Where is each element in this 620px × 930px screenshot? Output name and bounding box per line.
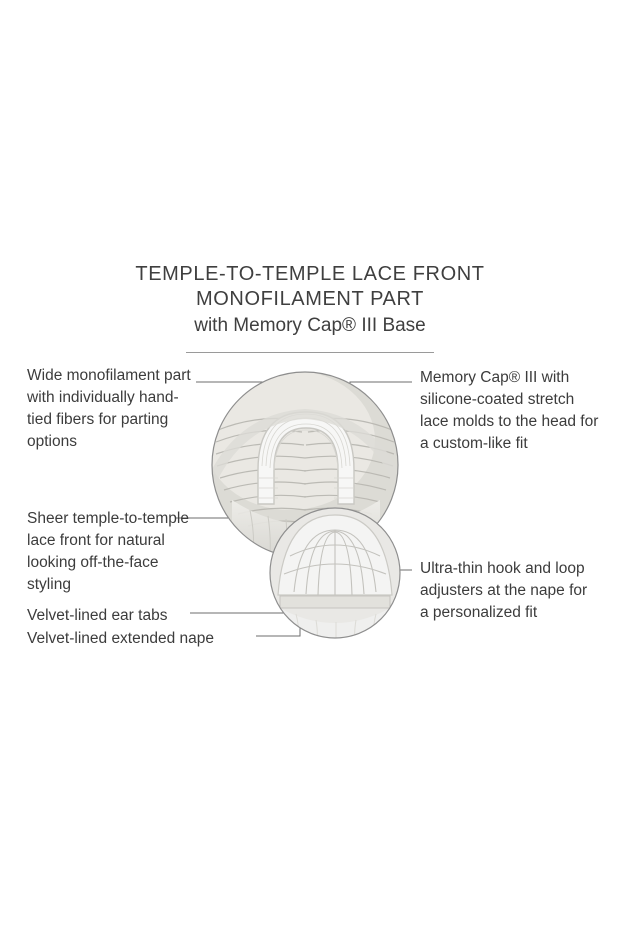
callout-sheer-temple-lace-front: Sheer temple-to-temple lace front for natural looking off-the-face styling [27, 510, 189, 593]
callout-wide-monofilament: Wide monofilament part with individually hand-tied fibers for parting options [27, 367, 191, 450]
title-divider [186, 352, 434, 353]
title-line-1: TEMPLE-TO-TEMPLE LACE FRONT [135, 263, 485, 285]
callout-velvet-lined-extended-nape: Velvet-lined extended nape [27, 630, 215, 647]
title-line-3: with Memory Cap® III Base [194, 315, 426, 336]
callout-memory-cap: Memory Cap® III with silicone-coated stretch lace molds to the head for a custom-like fit [420, 369, 599, 452]
callout-velvet-lined-ear-tabs: Velvet-lined ear tabs [27, 607, 168, 624]
back-view-circle [270, 508, 400, 640]
callout-ultra-thin-hook-and-loop: Ultra-thin hook and loop adjusters at the nape for a personalized fit [420, 560, 588, 621]
title-block [0, 262, 620, 339]
title-line-2: MONOFILAMENT PART [195, 288, 424, 310]
